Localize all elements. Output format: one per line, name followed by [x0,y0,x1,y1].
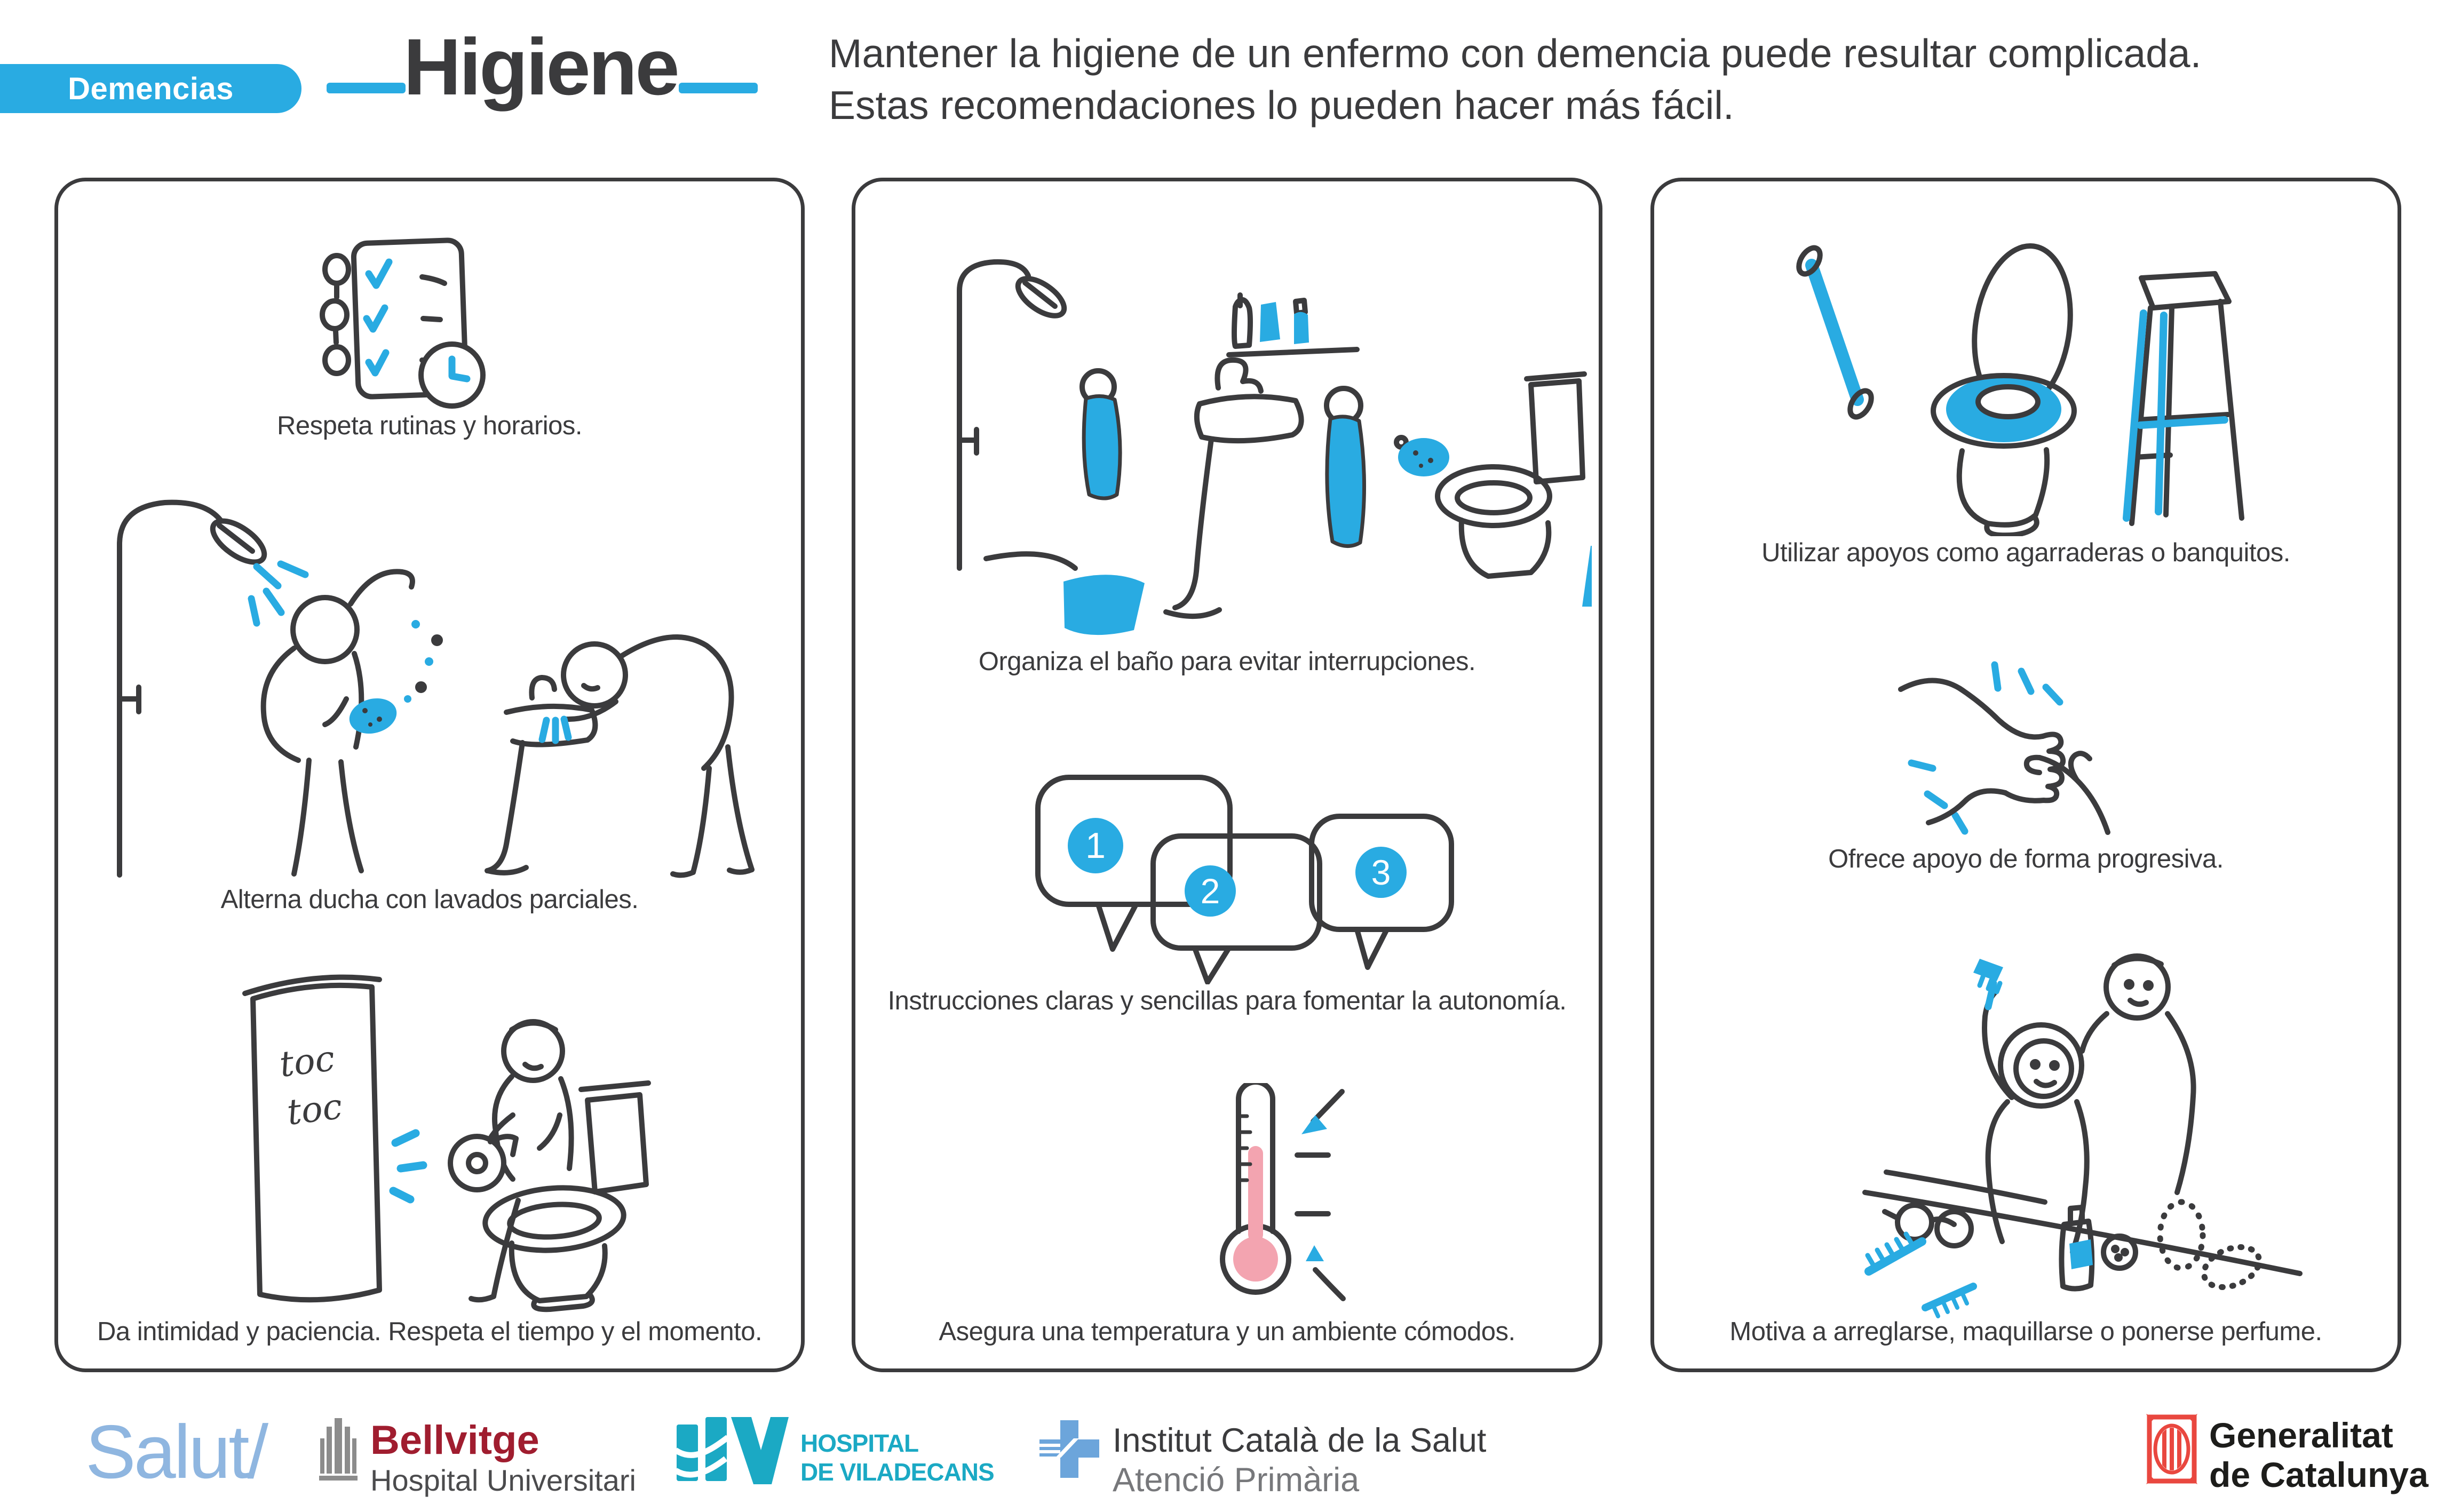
ics-logo-line2: Atenció Primària [1113,1461,1360,1499]
caption-routines: Respeta rutinas y horarios. [276,411,583,440]
generalitat-logo-line2: de Catalunya [2209,1455,2428,1494]
bellvitge-logo-subtitle: Hospital Universitari [370,1463,636,1497]
checklist-clock-illustration [309,232,501,413]
caption-temperature: Asegura una temperatura y un ambiente cómodos. [939,1317,1515,1346]
title-dash-right [679,83,758,93]
instructions-bubbles-illustration [1031,771,1464,984]
privacy-toilet-illustration [213,955,709,1318]
title-dash-left [327,83,406,93]
intro-line-1: Mantener la higiene de un enfermo con demencia puede resultar complicada. [829,31,2202,76]
viladecans-logo-line2: DE VILADECANS [800,1458,994,1486]
generalitat-logo-line1: Generalitat [2209,1415,2393,1455]
caption-grooming: Motiva a arreglarse, maquillarse o ponerse perfume. [1729,1317,2322,1346]
hospital-viladecans-icon [677,1417,789,1485]
bubble-number-2: 2 [1200,871,1220,911]
intro-text [829,28,2201,131]
bellvitge-logo-name: Bellvitge [370,1418,539,1463]
caption-privacy: Da intimidad y paciencia. Respeta el tiempo y el momento. [97,1317,763,1346]
bellvitge-building-icon [319,1418,358,1482]
ics-cross-icon [1039,1420,1099,1478]
door-knock-text-2: toc [284,1085,345,1133]
supports-illustration [1758,227,2297,536]
intro-line-2: Estas recomendaciones lo pueden hacer más fácil. [829,83,1734,128]
door-knock-text-1: toc [277,1037,337,1085]
viladecans-logo-line1: HOSPITAL [800,1429,919,1457]
bubble-number-3: 3 [1371,853,1391,892]
caption-supports: Utilizar apoyos como agarraderas o banquitos. [1761,538,2290,567]
ics-logo-line1: Institut Català de la Salut [1113,1422,1487,1459]
shower-wash-illustration [96,469,773,880]
panel-routines [54,178,805,1372]
caption-organize-bathroom: Organiza el baño para evitar interrupciones. [978,647,1476,676]
caption-partial-wash: Alterna ducha con lavados parciales. [220,885,639,914]
caption-clear-instructions: Instrucciones claras y sencillas para fomentar la autonomía. [887,986,1567,1015]
bubble-number-1: 1 [1085,825,1106,866]
thermometer-illustration [1170,1083,1352,1312]
salut-logo: Salut/ [85,1410,267,1494]
bathroom-illustration [887,227,1592,643]
grooming-illustration [1836,926,2337,1320]
category-pill [0,64,301,113]
generalitat-shield-icon [2146,1414,2197,1484]
hands-support-illustration [1884,656,2145,838]
panel-bathroom [852,178,1602,1372]
page-title: Higiene [403,22,678,112]
category-pill-label: Demencias [68,71,234,106]
caption-progressive-support: Ofrece apoyo de forma progresiva. [1828,845,2224,873]
panel-supports [1650,178,2401,1372]
